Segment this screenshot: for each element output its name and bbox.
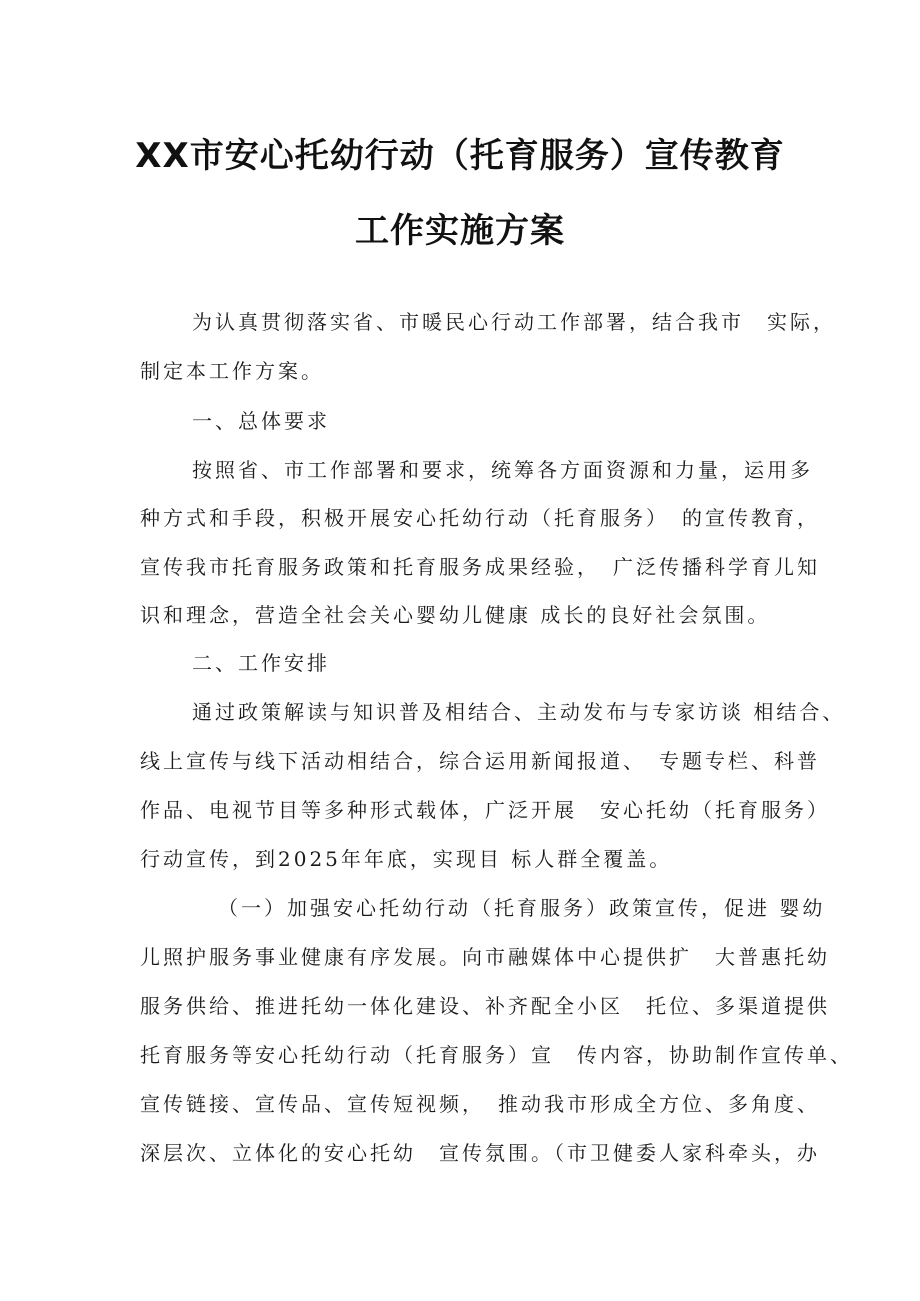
- paragraph-line: 宣传我市托育服务政策和托育服务成果经验， 广泛传播科学育儿知: [140, 555, 820, 579]
- paragraph-line: 深层次、立体化的安心托幼 宣传氛围。（市卫健委人家科牵头，办: [140, 1141, 820, 1165]
- section-heading: 一、总体要求: [192, 409, 330, 433]
- paragraph-line: 行动宣传，到2025年年底，实现目 标人群全覆盖。: [140, 847, 673, 871]
- paragraph-line: 种方式和手段，积极开展安心托幼行动（托育服务） 的宣传教育，: [140, 506, 820, 530]
- document-title-line-2: 工作实施方案: [355, 211, 565, 251]
- paragraph-line: 服务供给、推进托幼一体化建设、补齐配全小区 托位、多渠道提供: [140, 994, 830, 1018]
- paragraph-line: 识和理念，营造全社会关心婴幼儿健康 成长的良好社会氛围。: [140, 603, 771, 627]
- paragraph-line: 托育服务等安心托幼行动（托育服务）宣 传内容，协助制作宣传单、: [140, 1043, 853, 1067]
- paragraph-line: 儿照护服务事业健康有序发展。向市融媒体中心提供扩 大普惠托幼: [140, 945, 830, 969]
- paragraph-line: 作品、电视节目等多种形式载体，广泛开展 安心托幼（托育服务）: [140, 798, 830, 822]
- paragraph-line: 宣传链接、宣传品、宣传短视频， 推动我市形成全方位、多角度、: [140, 1092, 820, 1116]
- paragraph-line: 按照省、市工作部署和要求，统筹各方面资源和力量，运用多: [192, 458, 813, 482]
- paragraph-line: 制定本工作方案。: [140, 359, 324, 383]
- document-title-line-1: XX市安心托幼行动（托育服务）宣传教育: [135, 136, 785, 176]
- paragraph-line: 线上宣传与线下活动相结合，综合运用新闻报道、 专题专栏、科普: [140, 749, 820, 773]
- paragraph-line: 通过政策解读与知识普及相结合、主动发布与专家访谈 相结合、: [192, 700, 846, 724]
- paragraph-line: 为认真贯彻落实省、市暖民心行动工作部署，结合我市 实际，: [192, 310, 836, 334]
- subsection-line: （一）加强安心托幼行动（托育服务）政策宣传，促进 婴幼: [218, 896, 826, 920]
- section-heading: 二、工作安排: [192, 651, 330, 675]
